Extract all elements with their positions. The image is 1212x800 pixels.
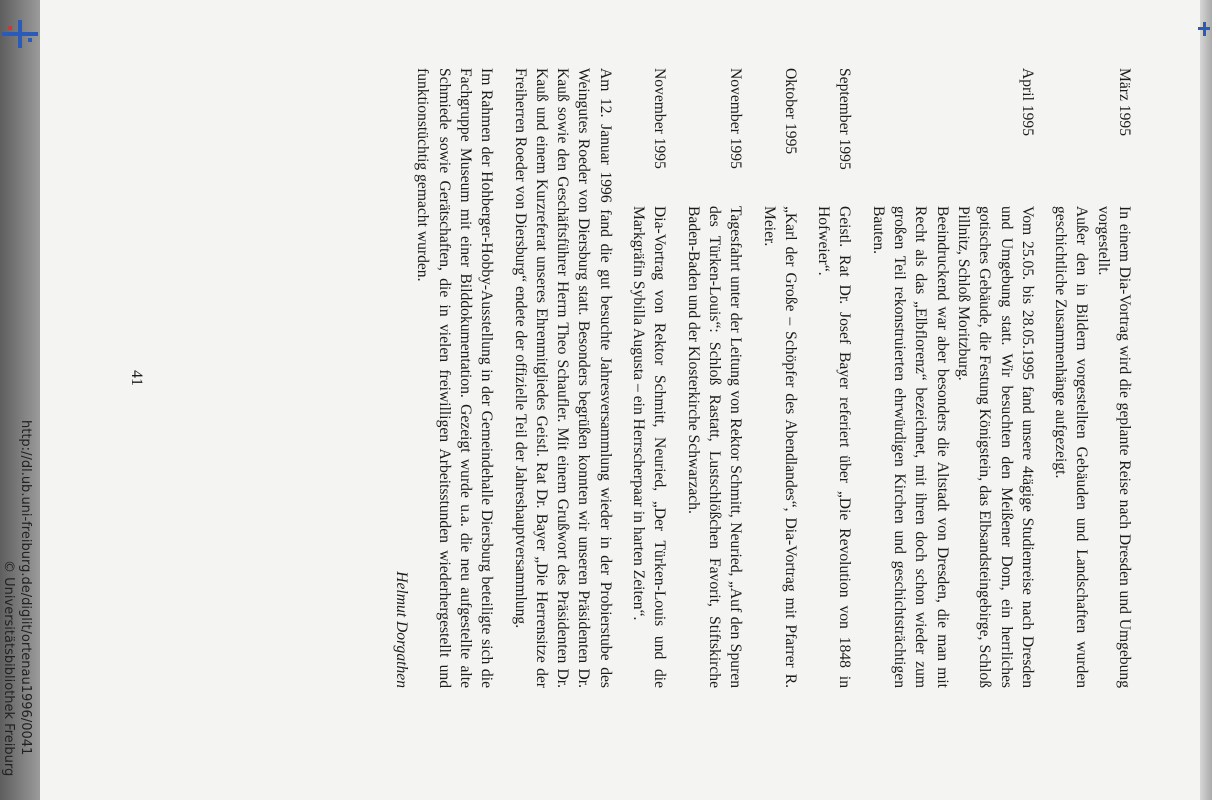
right-margin <box>1200 0 1212 800</box>
entry-text <box>628 206 671 688</box>
entry-text <box>682 206 746 688</box>
entry-date: November 1995 <box>727 68 745 169</box>
author-signature: Helmut Dorgathen <box>393 571 411 688</box>
chronicle-entry <box>813 68 856 688</box>
entry-date: April 1995 <box>1018 68 1036 137</box>
entry-text <box>867 206 1037 688</box>
entry-text <box>758 206 801 688</box>
page-content <box>125 68 1135 688</box>
chronicle-entry <box>867 68 1037 688</box>
entry-line: Tagesfahrt unter der Leitung von Rektor Schmitt, Neuried, „Auf den Spuren des Türken-Louis“: Schloß Rastatt, Lustschlößchen Favorit, Stiftskirche Baden-Baden und der Klosterkirche Schwarzach. <box>684 206 745 688</box>
entry-date: November 1995 <box>651 68 669 169</box>
chronicle-entry <box>758 68 801 688</box>
entry-text <box>813 206 856 688</box>
entry-line: Beeindruckend war aber besonders die Altstadt von Dresden, die man mit Recht als das „Elbflorenz“ bezeichnet, mit ihren doch schon wieder zum großen Teil rekonstruierten ehrwürdigen Kirchen und geschichtsträchtigen Bauten. <box>869 206 951 688</box>
chronicle-entry <box>628 68 671 688</box>
report-paragraph: Am 12. Januar 1996 fand die gut besuchte Jahresversammlung wieder in der Probierstube des Weingutes Roeder von Diersburg statt. Besonders begrüßen konnten wir unseren Präsidenten Dr. Kauß sowie den Geschäftsführer Herrn Theo Schaufler. Mit einem Grußwort des Präsidenten Dr. Kauß und einem Kurzreferat unseres Ehrenmitgliedes Geistl. Rat Dr. Bayer „Die Herrensitze der Freiherren Roeder von Diersburg“ endete der offizielle Teil der Jahreshauptversammlung. <box>511 68 614 688</box>
source-url[interactable]: http://dl.ub.uni-freiburg.de/diglit/ortenau1996/0041 <box>18 420 33 756</box>
scanned-page <box>40 0 1200 800</box>
entry-date: September 1995 <box>836 68 854 170</box>
report-paragraph: Im Rahmen der Hohberger-Hobby-Ausstellung in der Gemeindehalle Diersburg beteiligte sich die Fachgruppe Museum mit einer Bilddokumentation. Gezeigt wurde u.a. die neu aufgestellte alte Schmiede sowie Gerätschaften, die in vielen freiwilligen Arbeitsstunden wiederhergestellt und funktionstüchtig gemacht wurden. <box>414 68 496 688</box>
entry-line: In einem Dia-Vortrag wird die geplante Reise nach Dresden und Umgebung vorgestellt. <box>1094 206 1133 688</box>
library-logo-icon <box>1198 22 1210 36</box>
entry-text <box>1050 206 1135 688</box>
entry-line: Geistl. Rat Dr. Josef Bayer referiert über „Die Revolution von 1848 in Hofweier“. <box>815 206 854 688</box>
entry-line: Vom 25.05. bis 28.05.1995 fand unsere 4tägige Studienreise nach Dresden und Umgebung statt. Wir besuchten den Meißener Dom, ein herrliches gotisches Gebäude, die Festung Königstein, das Elbsandsteingebirge, Schloß Pillnitz, Schloß Moritzburg. <box>954 206 1036 688</box>
page-number: 41 <box>128 370 145 386</box>
chronicle-entry <box>1050 68 1135 688</box>
sidebar <box>0 0 40 800</box>
entry-date: März 1995 <box>1116 68 1133 136</box>
entry-line: „Karl der Große – Schöpfer des Abendlandes“, Dia-Vortrag mit Pfarrer R. Meier. <box>760 206 799 688</box>
entry-line: Außer den in Bildern vorgestellten Gebäuden und Landschaften wurden geschichtliche Zusammenhänge aufgezeigt. <box>1052 206 1091 688</box>
entry-date: Oktober 1995 <box>781 68 799 155</box>
copyright-notice: © Universitätsbibliothek Freiburg <box>1 560 16 777</box>
chronicle-entry <box>682 68 746 688</box>
entry-line: Dia-Vortrag von Rektor Schmitt, Neuried, „Der Türken-Louis und die Markgräfin Sybilla Augusta – ein Herrscherpaar in harten Zeiten“. <box>630 206 669 688</box>
